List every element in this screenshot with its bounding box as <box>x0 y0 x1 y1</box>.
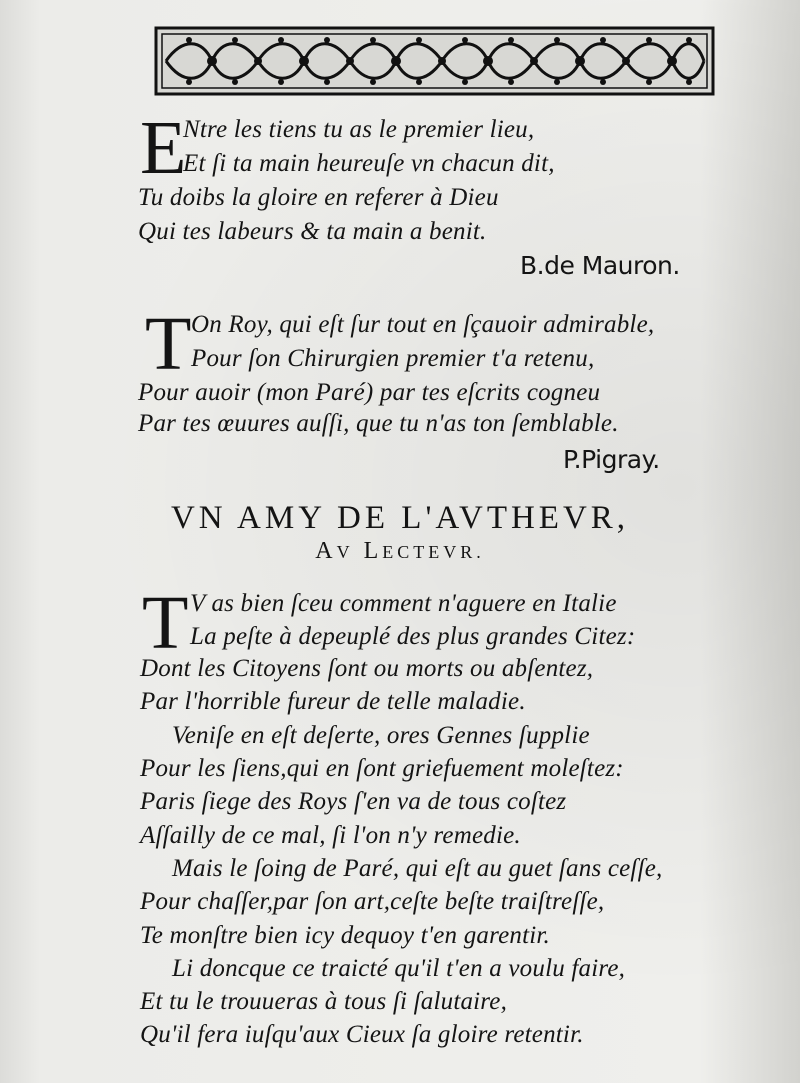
signature: P.Pigray. <box>563 445 660 474</box>
verse-line: Et ſi ta main heureuſe vn chacun dit, <box>183 150 555 177</box>
verse-line: Qui tes labeurs & ta main a benit. <box>138 218 487 245</box>
verse-line: Tu doibs la gloire en referer à Dieu <box>138 184 499 211</box>
drop-cap: E <box>140 106 187 190</box>
verse-line: Par tes œuures auſſi, que tu n'as ton ſemblable. <box>138 410 619 437</box>
subtitle-initial: L <box>363 538 383 564</box>
section-subtitle <box>0 538 800 565</box>
verse-line: Paris ſiege des Roys ſ'en va de tous coſtez <box>140 788 567 815</box>
section-title: VN AMY DE L'AVTHEVR, <box>170 500 630 536</box>
verse-line: Et tu le trouueras à tous ſi ſalutaire, <box>140 988 508 1015</box>
verse-line: Ntre les tiens tu as le premier lieu, <box>183 116 535 143</box>
verse-line: V as bien ſceu comment n'aguere en Italie <box>190 590 617 617</box>
verse-line: Dont les Citoyens ſont ou morts ou abſentez, <box>140 655 594 682</box>
verse-line: Te monſtre bien icy dequoy t'en garentir. <box>140 922 551 949</box>
verse-line: Pour ſon Chirurgien premier t'a retenu, <box>191 345 595 372</box>
signature: B.de Mauron. <box>520 251 680 280</box>
verse-line: On Roy, qui eſt ſur tout en ſçauoir admirable, <box>191 311 655 338</box>
verse-line: Pour les ſiens,qui en ſont griefuement moleſtez: <box>140 755 624 782</box>
subtitle-initial: A <box>315 538 337 564</box>
verse-line: Pour auoir (mon Paré) par tes eſcrits cogneu <box>138 379 601 406</box>
verse-line: Aſſailly de ce mal, ſi l'on n'y remedie. <box>140 822 521 849</box>
subtitle-smallcaps: ECTEVR. <box>382 542 485 562</box>
verse-line: Veniſe en eſt deſerte, ores Gennes ſupplie <box>172 722 590 749</box>
verse-line: Mais le ſoing de Paré, qui eſt au guet ſans ceſſe, <box>172 855 663 882</box>
ornamental-headpiece <box>152 24 717 98</box>
verse-line: Par l'horrible fureur de telle maladie. <box>140 688 526 715</box>
verse-line: Qu'il fera iuſqu'aux Cieux ſa gloire retentir. <box>140 1021 584 1048</box>
verse-line: La peſte à depeuplé des plus grandes Citez: <box>190 623 636 650</box>
subtitle-smallcaps: V <box>336 542 354 562</box>
verse-line: Pour chaſſer,par ſon art,ceſte beſte traiſtreſſe, <box>140 888 605 915</box>
drop-cap: T <box>145 302 192 386</box>
verse-line: Li doncque ce traicté qu'il t'en a voulu faire, <box>172 955 626 982</box>
drop-cap: T <box>142 581 189 665</box>
